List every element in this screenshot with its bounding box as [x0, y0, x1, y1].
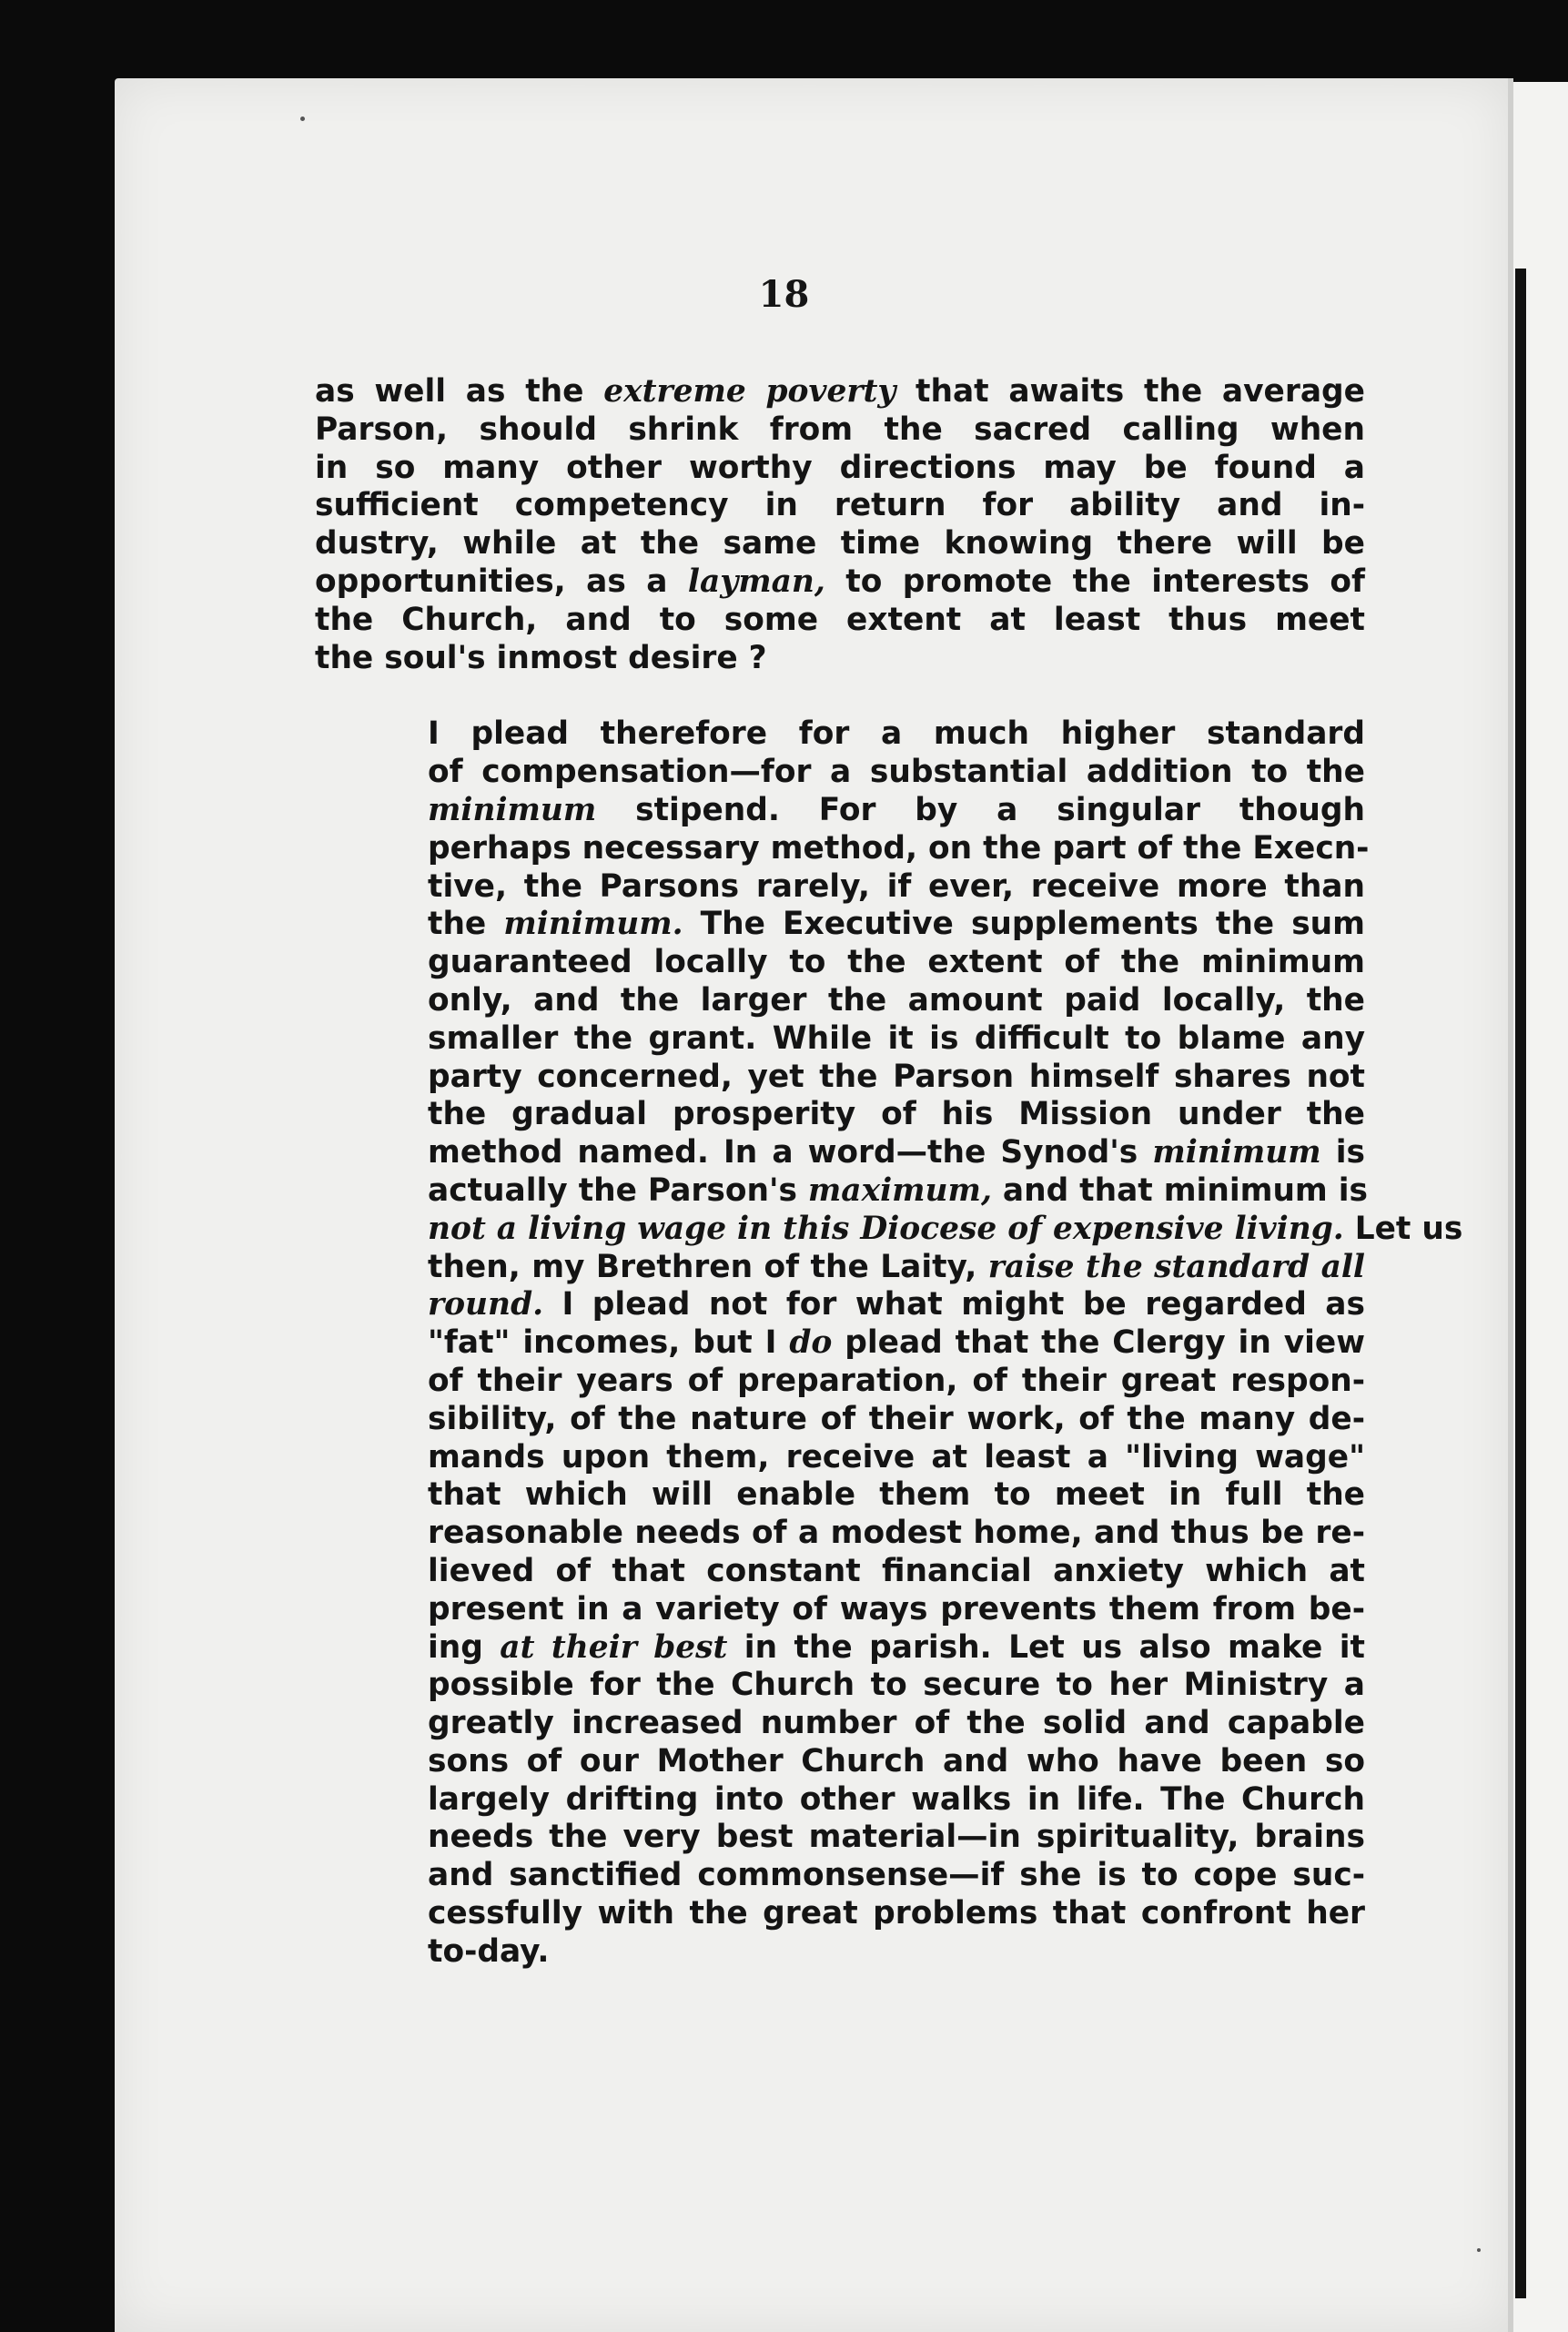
text-run: actually the Parson's [428, 1171, 808, 1209]
text-line [315, 1401, 1365, 1439]
text-line [315, 754, 1365, 792]
text-run: possible for the Church to secure to her Ministry a [428, 1667, 1365, 1704]
text-run: plead that the Clergy in view [832, 1324, 1365, 1362]
text-line [315, 1781, 1365, 1820]
text-run: of compensation—for a substantial addition to the [428, 754, 1365, 791]
text-line [315, 1020, 1365, 1059]
text-line [315, 1743, 1365, 1781]
text-run: as well as the [315, 373, 604, 410]
text-run: sibility, of the nature of their work, of the many de- [428, 1400, 1365, 1437]
text-run: the gradual prosperity of his Mission under the [428, 1096, 1365, 1133]
italic-text: extreme poverty [603, 373, 896, 410]
text-line [315, 1819, 1365, 1857]
text-run: is [1320, 1134, 1365, 1171]
text-run: then, my Brethren of the Laity, [428, 1248, 988, 1285]
text-run: and sanctified commonsense—if she is to cope suc- [428, 1857, 1365, 1894]
text-run: guaranteed locally to the extent of the minimum [428, 944, 1365, 981]
text-run: needs the very best material—in spirituality, brains [428, 1819, 1365, 1856]
text-run: smaller the grant. While it is difficult to blame any [428, 1019, 1365, 1057]
text-run: perhaps necessary method, on the part of the Execn- [428, 829, 1370, 867]
text-run: the soul's inmost desire ? [315, 639, 767, 676]
text-line [315, 1553, 1365, 1591]
text-line [315, 1249, 1365, 1287]
text-line [315, 906, 1365, 944]
text-run: dustry, while at the same time knowing there will be [315, 525, 1365, 563]
text-run: Let us [1343, 1210, 1463, 1247]
text-run: largely drifting into other walks in life. The Church [428, 1780, 1365, 1818]
text-line [315, 411, 1365, 450]
text-line [315, 1363, 1365, 1401]
text-line [315, 1591, 1365, 1629]
italic-text: raise the standard all [987, 1248, 1365, 1285]
scan-speck [300, 117, 305, 121]
text-run: method named. In a word—the Synod's [428, 1134, 1153, 1171]
text-line [315, 1134, 1365, 1172]
text-line [315, 1629, 1365, 1668]
text-run: sufficient competency in return for ability and in- [315, 487, 1365, 524]
italic-text: minimum [1152, 1134, 1321, 1171]
text-run: tive, the Parsons rarely, if ever, receive more than [428, 867, 1365, 905]
text-run: of their years of preparation, of their great respon- [428, 1362, 1365, 1399]
italic-text: not a living wage in this Diocese of expensive living. [428, 1210, 1344, 1247]
text-line [315, 944, 1365, 982]
paragraph [315, 715, 1463, 1971]
text-line [315, 563, 1365, 602]
text-run: that awaits the average [895, 373, 1365, 410]
text-line [315, 1059, 1365, 1097]
italic-text: layman, [687, 563, 825, 600]
text-line [315, 1857, 1365, 1895]
text-run: and that minimum is [991, 1171, 1368, 1209]
text-run: only, and the larger the amount paid locally, the [428, 981, 1365, 1019]
text-line [315, 1895, 1365, 1933]
text-run: to-day. [428, 1932, 550, 1970]
italic-text: round. [428, 1286, 544, 1323]
text-run: in so many other worthy directions may be found a [315, 449, 1365, 486]
text-line [315, 829, 1370, 868]
text-run: opportunities, as a [315, 563, 688, 600]
text-line [315, 715, 1365, 754]
italic-text: maximum, [807, 1171, 992, 1209]
text-line [315, 1933, 1365, 1972]
italic-text: minimum. [503, 906, 683, 943]
text-line [315, 602, 1365, 640]
text-line [315, 450, 1365, 488]
text-run: I plead therefore for a much higher standard [428, 715, 1365, 753]
text-run: reasonable needs of a modest home, and thus be re- [428, 1515, 1365, 1552]
italic-text: minimum [428, 791, 597, 828]
text-line [315, 1476, 1365, 1515]
text-line [315, 868, 1365, 907]
text-run: that which will enable them to meet in full the [428, 1476, 1365, 1514]
text-run: The Executive supplements the sum [683, 906, 1365, 943]
text-line [315, 1515, 1365, 1553]
text-run: cessfully with the great problems that confront her [428, 1895, 1365, 1932]
text-run: the [428, 906, 504, 943]
text-line [315, 1096, 1365, 1134]
paragraph [315, 373, 1365, 677]
text-run: stipend. For by a singular though [596, 791, 1365, 828]
text-run: present in a variety of ways prevents them from be- [428, 1590, 1365, 1627]
scan-speck [1477, 2248, 1481, 2252]
text-line [315, 373, 1365, 411]
text-run: "fat" incomes, but I [428, 1324, 790, 1362]
text-line [315, 1210, 1463, 1249]
text-run: mands upon them, receive at least a "living wage" [428, 1438, 1365, 1475]
text-line [315, 1667, 1365, 1705]
text-line [315, 1439, 1365, 1477]
binding-shadow [1515, 269, 1526, 2298]
text-line [315, 525, 1365, 563]
text-run: in the parish. Let us also make it [727, 1628, 1365, 1666]
text-run: to promote the interests of [824, 563, 1365, 600]
italic-text: do [789, 1324, 833, 1362]
text-run: Parson, should shrink from the sacred calling when [315, 411, 1365, 448]
text-line [315, 792, 1365, 830]
text-run: I plead not for what might be regarded as [543, 1286, 1365, 1323]
text-run: lieved of that constant financial anxiety which at [428, 1552, 1365, 1589]
text-line [315, 1324, 1365, 1363]
text-run: sons of our Mother Church and who have been so [428, 1742, 1365, 1779]
text-line [315, 1286, 1365, 1324]
text-line [315, 487, 1365, 525]
text-run: the Church, and to some extent at least thus meet [315, 601, 1365, 638]
text-line [315, 982, 1365, 1020]
text-line [315, 640, 1365, 678]
page-number: 18 [758, 273, 810, 316]
body-text [315, 373, 1463, 1972]
text-line [315, 1705, 1365, 1743]
text-line [315, 1171, 1368, 1211]
text-run: greatly increased number of the solid and capable [428, 1705, 1365, 1742]
text-run: ing [428, 1628, 501, 1666]
italic-text: at their best [500, 1628, 728, 1666]
text-run: party concerned, yet the Parson himself shares not [428, 1058, 1365, 1095]
